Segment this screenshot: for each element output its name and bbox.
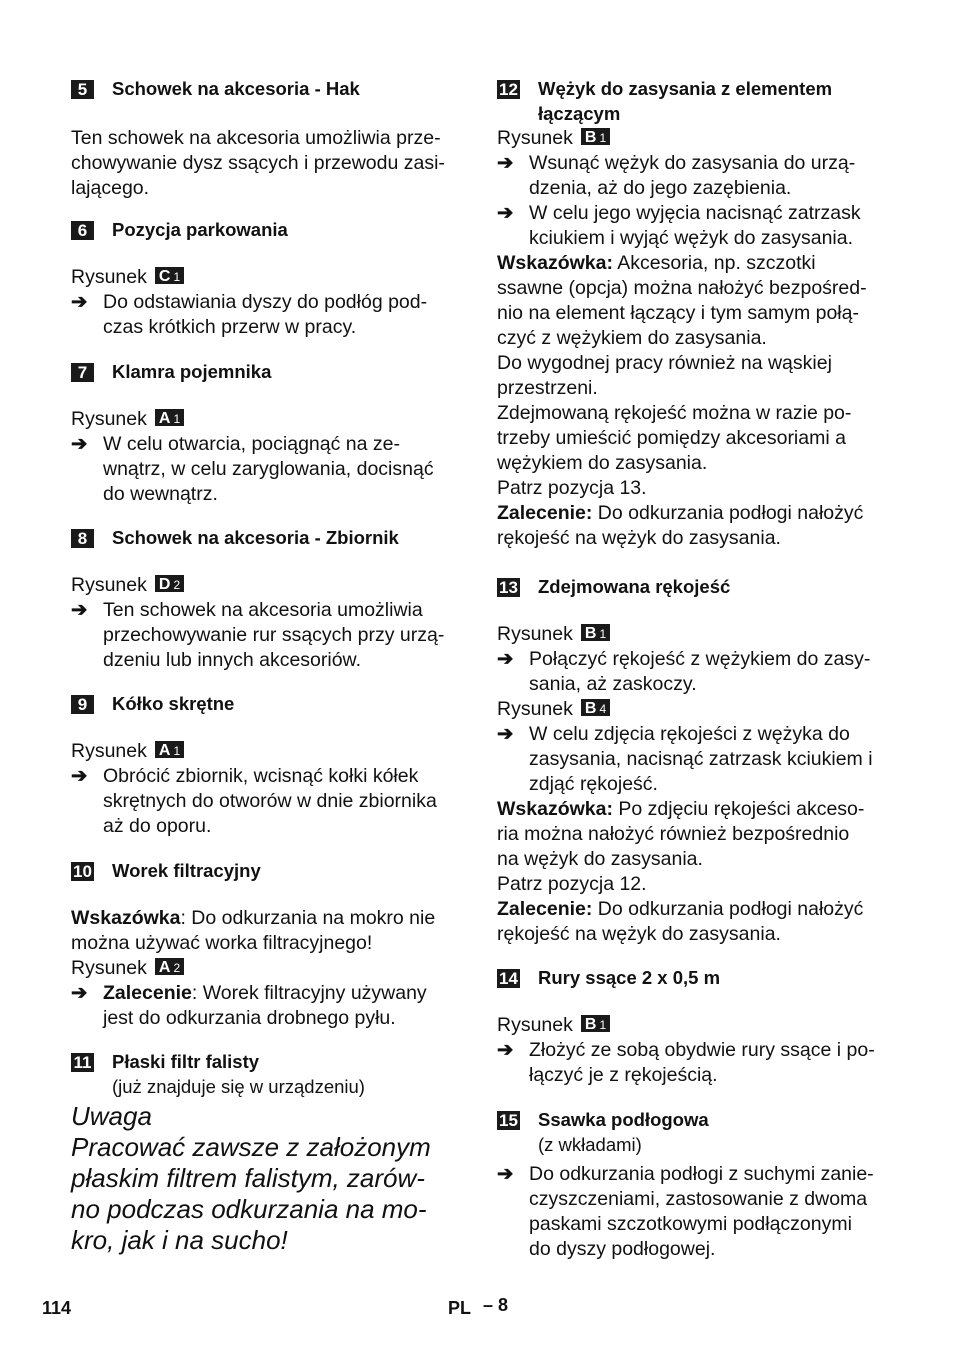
figure-reference: [71, 956, 463, 981]
recommendation-label: Zalecenie: [103, 982, 192, 1004]
note-line: nio na element łączący i tym samym połą-: [497, 302, 859, 324]
bullet-line: skrętnych do otworów w dnie zbiornika: [103, 790, 437, 812]
figure-letter: A: [158, 959, 171, 977]
recommendation-label: Zalecenie:: [497, 502, 593, 524]
figure-number: 1: [173, 412, 181, 427]
bullet-item: [71, 981, 463, 1031]
section-heading: [71, 359, 463, 384]
note-label: Wskazówka:: [497, 252, 613, 274]
bullet-line: czyszczeniami, zastosowanie z dwoma: [529, 1188, 868, 1210]
section-13: [497, 574, 889, 947]
page-number: 114: [42, 1298, 72, 1318]
section-title: Rury ssące 2 x 0,5 m: [538, 967, 721, 988]
figure-badge: [155, 575, 184, 592]
bullet-line: Wsunąć wężyk do zasysania do urzą-: [529, 152, 856, 174]
section-title: łączącym: [538, 103, 621, 124]
section-title: Wężyk do zasysania z elementem: [538, 78, 833, 99]
figure-letter: A: [158, 742, 171, 760]
section-11: [71, 1049, 463, 1256]
bullet-line: W celu jego wyjęcia nacisnąć zatrzask: [529, 202, 861, 224]
figure-label: Rysunek: [71, 957, 147, 979]
note-line: można używać worka filtracyjnego!: [71, 932, 373, 954]
figure-reference: [71, 265, 463, 290]
figure-badge: [581, 1015, 610, 1032]
bullet-line: Do odkurzania podłogi z suchymi zanie-: [529, 1163, 874, 1185]
arrow-right-icon: ➔: [71, 599, 88, 621]
bullet-line: Do odstawiania dyszy do podłóg pod-: [103, 291, 428, 313]
figure-letter: B: [584, 1016, 597, 1034]
bullet-line: Obrócić zbiornik, wcisnąć kołki kółek: [103, 765, 419, 787]
body-line: chowywanie dysz ssących i przewodu zasi-: [71, 152, 445, 174]
bullet-line: Ten schowek na akcesoria umożliwia: [103, 599, 423, 621]
warning-line: płaskim filtrem falistym, zarów-: [71, 1163, 425, 1193]
figure-number: 2: [173, 961, 181, 976]
warning-line: Pracować zawsze z założonym: [71, 1132, 431, 1162]
note-line: Patrz pozycja 12.: [497, 873, 647, 895]
bullet-line: do dyszy podłogowej.: [529, 1238, 716, 1260]
section-number: 13: [497, 578, 520, 597]
bullet-line: zasysania, nacisnąć zatrzask kciukiem i: [529, 748, 873, 770]
bullet-line: aż do oporu.: [103, 815, 212, 837]
figure-number: 1: [173, 744, 181, 759]
section-7: [71, 359, 463, 507]
section-number: 9: [71, 695, 94, 714]
figure-letter: B: [584, 700, 597, 718]
footer-subpage: – 8: [483, 1295, 509, 1315]
note-text: : Do odkurzania na mokro nie: [180, 907, 436, 929]
note-line: ria można nałożyć również bezpośrednio: [497, 823, 850, 845]
section-heading: [71, 76, 463, 101]
arrow-right-icon: ➔: [71, 433, 88, 455]
arrow-right-icon: ➔: [497, 152, 514, 174]
figure-label: Rysunek: [71, 266, 147, 288]
figure-number: 1: [599, 1018, 607, 1033]
body-line: lającego.: [71, 177, 150, 199]
section-title: Płaski filtr falisty: [112, 1051, 260, 1072]
bullet-line: dzeniu lub innych akcesoriów.: [103, 649, 361, 671]
bullet-line: zdjąć rękojeść.: [529, 773, 658, 795]
recommendation-line: [497, 897, 889, 922]
bullet-line: paskami szczotkowymi podłączonymi: [529, 1213, 852, 1235]
figure-badge: [155, 267, 184, 284]
figure-label: Rysunek: [497, 1014, 573, 1036]
figure-reference: [71, 573, 463, 598]
figure-letter: C: [158, 268, 171, 286]
bullet-line: wnątrz, w celu zaryglowania, docisnąć: [103, 458, 434, 480]
bullet-line: Złożyć ze sobą obydwie rury ssące i po-: [529, 1039, 875, 1061]
section-title: Ssawka podłogowa: [538, 1109, 709, 1130]
section-12: [497, 76, 889, 551]
section-8: [71, 525, 463, 673]
section-number: 7: [71, 363, 94, 382]
recommendation-line: rękojeść na wężyk do zasysania.: [497, 923, 781, 945]
section-subtitle: (już znajduje się w urządzeniu): [112, 1076, 365, 1097]
bullet-line: sania, aż zaskoczy.: [529, 673, 697, 695]
note-text: Akcesoria, np. szczotki: [612, 252, 816, 274]
figure-label: Rysunek: [497, 698, 573, 720]
arrow-right-icon: ➔: [497, 723, 514, 745]
figure-badge: [581, 699, 610, 716]
figure-reference: [71, 739, 463, 764]
note-line: przestrzeni.: [497, 377, 598, 399]
section-10: [71, 858, 463, 1031]
recommendation-label: Zalecenie:: [497, 898, 593, 920]
note-line: Zdejmowaną rękojeść można w razie po-: [497, 402, 852, 424]
figure-letter: A: [158, 410, 171, 428]
note-line: wężykiem do zasysania.: [497, 452, 708, 474]
section-heading: [497, 574, 889, 599]
section-heading: [71, 858, 463, 883]
section-heading: [71, 525, 463, 550]
warning-line: no podczas odkurzania na mo-: [71, 1194, 427, 1224]
section-subtitle: (z wkładami): [538, 1134, 642, 1155]
figure-letter: B: [584, 129, 597, 147]
section-title: Zdejmowana rękojeść: [538, 576, 731, 597]
section-title: Worek filtracyjny: [112, 860, 261, 881]
section-6: [71, 217, 463, 340]
arrow-right-icon: ➔: [497, 202, 514, 224]
section-15: [497, 1107, 889, 1262]
bullet-line: przechowywanie rur ssących przy urzą-: [103, 624, 445, 646]
section-title: Klamra pojemnika: [112, 361, 272, 382]
recommendation-text: Do odkurzania podłogi nałożyć: [592, 502, 864, 524]
note-line: trzeby umieścić pomiędzy akcesoriami a: [497, 427, 846, 449]
section-title: Schowek na akcesoria - Zbiornik: [112, 527, 399, 548]
figure-reference: [497, 126, 889, 151]
section-heading: [71, 691, 463, 716]
figure-badge: [155, 409, 184, 426]
note-line: na wężyk do zasysania.: [497, 848, 703, 870]
warning-line: kro, jak i na sucho!: [71, 1225, 288, 1255]
note-line: Do wygodnej pracy również na wąskiej: [497, 352, 832, 374]
section-number: 12: [497, 80, 520, 99]
figure-reference: [497, 1013, 889, 1038]
note-line: [71, 906, 463, 931]
footer-language: PL: [448, 1298, 472, 1318]
bullet-line: dzenia, aż do jego zazębienia.: [529, 177, 792, 199]
section-number: 15: [497, 1111, 520, 1130]
section-title: Kółko skrętne: [112, 693, 235, 714]
figure-number: 2: [173, 578, 181, 593]
section-number: 10: [71, 862, 94, 881]
note-line: czyć z wężykiem do zasysania.: [497, 327, 767, 349]
bullet-item: [497, 647, 889, 697]
bullet-line: Połączyć rękojeść z wężykiem do zasy-: [529, 648, 871, 670]
figure-number: 4: [599, 702, 607, 717]
section-title: Schowek na akcesoria - Hak: [112, 78, 360, 99]
bullet-item: [497, 722, 889, 797]
figure-badge: [581, 128, 610, 145]
arrow-right-icon: ➔: [71, 765, 88, 787]
section-number: 6: [71, 221, 94, 240]
bullet-line: jest do odkurzania drobnego pyłu.: [103, 1007, 396, 1029]
figure-reference: [497, 622, 889, 647]
note-label: Wskazówka:: [497, 798, 613, 820]
arrow-right-icon: ➔: [497, 648, 514, 670]
section-number: 14: [497, 969, 520, 988]
bullet-item: [71, 290, 463, 340]
figure-label: Rysunek: [497, 127, 573, 149]
bullet-item: [71, 764, 463, 839]
bullet-line: W celu zdjęcia rękojeści z wężyka do: [529, 723, 850, 745]
bullet-line: kciukiem i wyjąć wężyk do zasysania.: [529, 227, 854, 249]
note-label: Wskazówka: [71, 907, 181, 929]
note-line: [497, 797, 889, 822]
warning-title: Uwaga: [71, 1101, 152, 1131]
bullet-line: W celu otwarcia, pociągnąć na ze-: [103, 433, 400, 455]
figure-number: 1: [599, 627, 607, 642]
arrow-right-icon: ➔: [497, 1039, 514, 1061]
figure-label: Rysunek: [71, 574, 147, 596]
bullet-line: czas krótkich przerw w pracy.: [103, 316, 357, 338]
section-number: 11: [71, 1053, 94, 1072]
bullet-item: [497, 201, 889, 251]
bullet-item: [71, 432, 463, 507]
figure-label: Rysunek: [71, 408, 147, 430]
section-heading: [497, 965, 889, 990]
figure-badge: [581, 624, 610, 641]
figure-badge: [155, 741, 184, 758]
note-line: ssawne (opcja) można nałożyć bezpośred-: [497, 277, 867, 299]
figure-reference: [71, 407, 463, 432]
arrow-right-icon: ➔: [71, 982, 88, 1004]
figure-number: 1: [599, 131, 607, 146]
recommendation-text: Do odkurzania podłogi nałożyć: [592, 898, 864, 920]
bullet-line: łączyć je z rękojeścią.: [529, 1064, 718, 1086]
bullet-item: [497, 1162, 889, 1262]
figure-number: 1: [173, 270, 181, 285]
figure-label: Rysunek: [497, 623, 573, 645]
figure-reference: [497, 697, 889, 722]
section-5: [71, 76, 463, 201]
section-number: 8: [71, 529, 94, 548]
recommendation-line: rękojeść na wężyk do zasysania.: [497, 527, 781, 549]
section-heading: [497, 1107, 889, 1157]
section-heading: [71, 1049, 463, 1099]
note-text: Po zdjęciu rękojeści akceso-: [612, 798, 865, 820]
figure-badge: [155, 958, 184, 975]
figure-label: Rysunek: [71, 740, 147, 762]
recommendation-text: : Worek filtracyjny używany: [191, 982, 427, 1004]
bullet-item: [497, 151, 889, 201]
section-heading: [71, 217, 463, 242]
bullet-line: do wewnątrz.: [103, 483, 218, 505]
arrow-right-icon: ➔: [497, 1163, 514, 1185]
figure-letter: D: [158, 576, 171, 594]
section-9: [71, 691, 463, 839]
bullet-item: [497, 1038, 889, 1088]
section-number: 5: [71, 80, 94, 99]
section-title: Pozycja parkowania: [112, 219, 288, 240]
bullet-item: [71, 598, 463, 673]
body-line: Ten schowek na akcesoria umożliwia prze-: [71, 127, 441, 149]
bullet-line: [103, 981, 463, 1006]
recommendation-line: [497, 501, 889, 526]
warning-block: [71, 1101, 463, 1256]
note-line: Patrz pozycja 13.: [497, 477, 647, 499]
section-heading: [497, 76, 889, 126]
section-14: [497, 965, 889, 1088]
arrow-right-icon: ➔: [71, 291, 88, 313]
note-line: [497, 251, 889, 276]
figure-letter: B: [584, 625, 597, 643]
